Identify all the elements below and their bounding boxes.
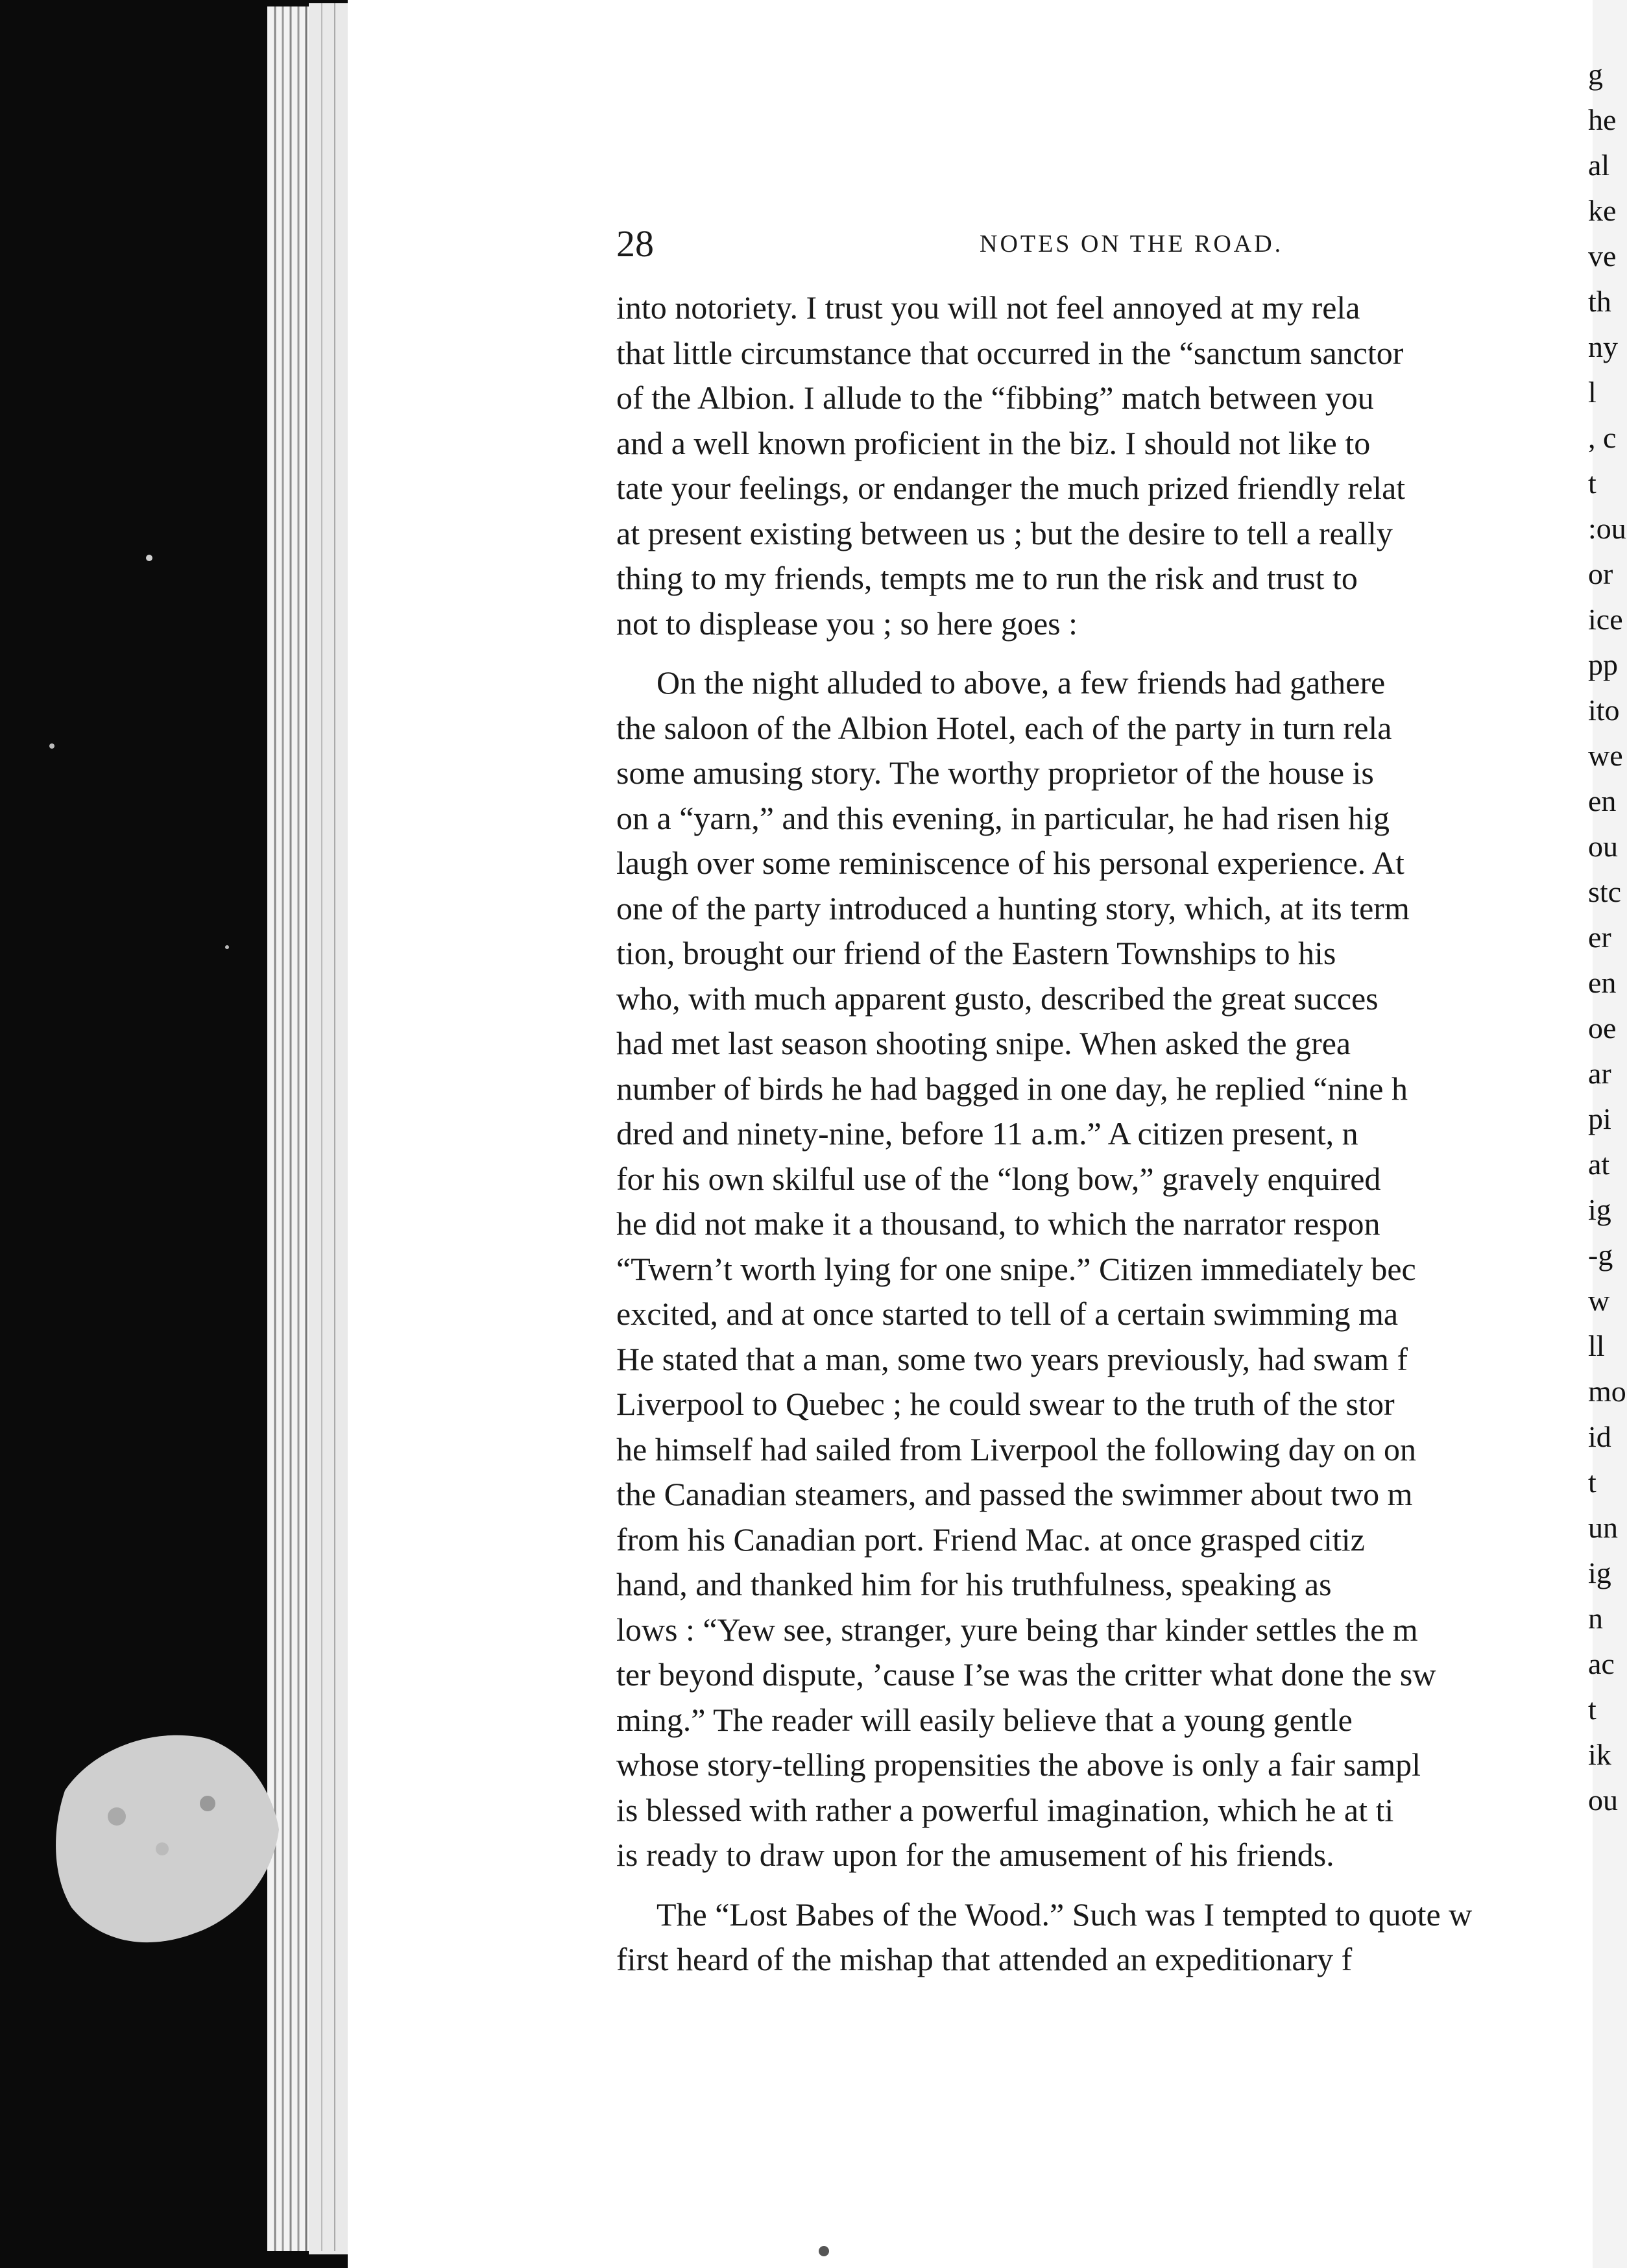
text-line: On the night alluded to above, a few friends had gathere [657,664,1386,701]
text-line: ming.” The reader will easily believe that a young gentle [616,1701,1353,1738]
text-line: hand, and thanked him for his truthfulness, speaking as [616,1566,1332,1602]
adjacent-page-fragment: ar [1588,1057,1611,1090]
text-line: laugh over some reminiscence of his personal experience. At [616,845,1404,881]
adjacent-page-fragment: ke [1588,194,1617,227]
text-line: some amusing story. The worthy proprietor of the house is [616,754,1374,791]
adjacent-page-fragment: pi [1588,1102,1611,1135]
adjacent-page-fragment: l [1588,376,1597,409]
adjacent-page-fragment: t [1588,466,1597,500]
adjacent-page-fragment: mo [1588,1375,1626,1408]
adjacent-page-fragment: he [1588,103,1617,136]
text-line: from his Canadian port. Friend Mac. at once grasped citiz [616,1521,1365,1558]
text-line: into notoriety. I trust you will not feel annoyed at my rela [616,289,1360,326]
body-text [616,285,1589,1983]
page-header [616,214,1589,285]
text-line: he himself had sailed from Liverpool the following day on on [616,1430,1417,1467]
adjacent-page-fragment: al [1588,149,1610,182]
adjacent-page-fragment: t [1588,1693,1597,1726]
text-line: for his own skilful use of the “long bow,” gravely enquired [616,1160,1381,1197]
adjacent-page-fragment: en [1588,784,1617,817]
adjacent-page-fragment: , c [1588,421,1617,454]
adjacent-page-fragment: oe [1588,1011,1617,1044]
text-line: he did not make it a thousand, to which the narrator respon [616,1205,1380,1242]
page-text [616,214,1589,1983]
text-line: not to displease you ; so here goes : [616,605,1078,642]
text-line: one of the party introduced a hunting story, which, at its term [616,889,1410,926]
adjacent-page-fragment: we [1588,739,1623,772]
adjacent-page-fragment: en [1588,966,1617,999]
running-head: NOTES ON THE ROAD. [980,230,1284,258]
text-line: number of birds he had bagged in one day, he replied “nine h [616,1070,1408,1107]
adjacent-page-fragment: ig [1588,1556,1611,1589]
text-line: at present existing between us ; but the desire to tell a really [616,514,1393,551]
text-line: the Canadian steamers, and passed the swimmer about two m [616,1476,1413,1512]
adjacent-page-fragment: id [1588,1420,1611,1453]
adjacent-page-fragment: ice [1588,603,1623,636]
adjacent-page-fragment: ik [1588,1738,1611,1771]
text-line: that little circumstance that occurred in the “sanctum sanctor [616,334,1404,371]
adjacent-page-fragment: w [1588,1284,1610,1317]
text-line: thing to my friends, tempts me to run the risk and trust to [616,560,1358,596]
text-line: whose story-telling propensities the above is only a fair sampl [616,1746,1421,1783]
adjacent-page-fragment: th [1588,285,1611,318]
text-line: tate your feelings, or endanger the much prized friendly relat [616,470,1406,506]
page-number: 28 [616,223,654,265]
adjacent-page-fragment: g [1588,58,1603,91]
text-line: of the Albion. I allude to the “fibbing” match between you [616,380,1374,416]
adjacent-page-fragment: t [1588,1466,1597,1499]
adjacent-page-fragment: un [1588,1511,1618,1544]
adjacent-page-fragment: :ou [1588,512,1626,545]
text-line: ter beyond dispute, ’cause I’se was the critter what done the sw [616,1656,1436,1693]
adjacent-page-fragment: er [1588,921,1611,954]
adjacent-page-fragment: pp [1588,648,1618,681]
adjacent-page-fragments [1588,52,1627,1823]
adjacent-page-fragment: ll [1588,1329,1605,1362]
adjacent-page-fragment: ou [1588,830,1618,863]
text-line: and a well known proficient in the biz. I should not like to [616,424,1371,461]
text-line: tion, brought our friend of the Eastern Townships to his [616,935,1336,971]
text-line: on a “yarn,” and this evening, in particular, he had risen hig [616,799,1390,836]
page-edge-stack [267,3,348,2254]
text-line: “Twern’t worth lying for one snipe.” Citizen immediately bec [616,1250,1416,1287]
text-line: first heard of the mishap that attended an expeditionary f [616,1941,1353,1977]
adjacent-page-fragment: ny [1588,330,1618,363]
text-line: is ready to draw upon for the amusement of his friends. [616,1837,1334,1873]
adjacent-page-fragment: ito [1588,694,1620,727]
adjacent-page-fragment: -g [1588,1238,1613,1272]
text-line: is blessed with rather a powerful imagination, which he at ti [616,1791,1394,1828]
text-line: the saloon of the Albion Hotel, each of the party in turn rela [616,709,1392,746]
text-line: He stated that a man, some two years previously, had swam f [616,1340,1408,1377]
adjacent-page-fragment: ou [1588,1783,1618,1816]
adjacent-page-fragment: ve [1588,239,1617,272]
adjacent-page-fragment: ac [1588,1647,1615,1680]
text-line: The “Lost Babes of the Wood.” Such was I tempted to quote w [657,1896,1473,1933]
adjacent-page-fragment: at [1588,1148,1610,1181]
text-line: had met last season shooting snipe. When asked the grea [616,1025,1351,1061]
text-line: who, with much apparent gusto, described the great succes [616,980,1379,1017]
adjacent-page-fragment: n [1588,1602,1603,1635]
adjacent-page-fragment: stc [1588,875,1622,908]
adjacent-page-fragment: or [1588,557,1613,590]
text-line: lows : “Yew see, stranger, yure being thar kinder settles the m [616,1611,1418,1648]
text-line: excited, and at once started to tell of a certain swimming ma [616,1296,1399,1332]
text-line: dred and ninety-nine, before 11 a.m.” A citizen present, n [616,1115,1358,1152]
adjacent-page-fragment: ig [1588,1193,1611,1226]
text-line: Liverpool to Quebec ; he could swear to the truth of the stor [616,1386,1395,1422]
